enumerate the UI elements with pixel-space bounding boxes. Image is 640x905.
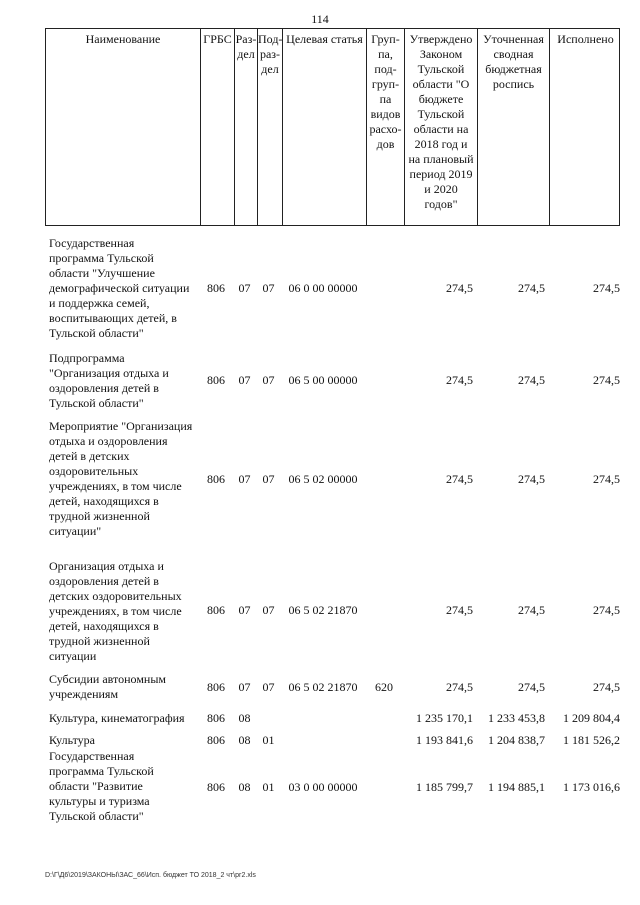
row-target: 06 5 02 21870 (288, 680, 358, 694)
row-name: Культура (49, 733, 95, 747)
row-podrazdel: 01 (262, 780, 275, 794)
row-name: Государственная программа Тульской области "Улучшение демографической ситуации и поддержка семей, воспитывающих детей, в Тульской области" (49, 236, 190, 340)
row-name: Субсидии автономным учреждениям (49, 672, 166, 701)
row-revised: 1 204 838,7 (488, 733, 545, 747)
row-grbs: 806 (207, 711, 225, 725)
row-grbs: 806 (207, 603, 225, 617)
row-approved: 274,5 (446, 281, 473, 295)
row-executed: 274,5 (593, 281, 620, 295)
row-revised: 274,5 (518, 472, 545, 486)
header-razdel: Раз- дел (234, 29, 257, 225)
row-name: Организация отдыха и оздоровления детей в детских оздоровительных учреждениях, в том числе детей, находящихся в трудной жизненной ситуации (49, 559, 182, 663)
row-approved: 1 235 170,1 (416, 711, 473, 725)
row-razdel: 07 (238, 281, 251, 295)
table-row (45, 236, 620, 344)
row-revised: 274,5 (518, 281, 545, 295)
row-group: 620 (375, 680, 393, 694)
header-target: Целевая статья (282, 29, 366, 225)
table-row (45, 749, 620, 825)
row-razdel: 07 (238, 680, 251, 694)
row-name: Мероприятие "Организация отдыха и оздоровления детей в детских оздоровительных учреждениях, в том числе детей, находящихся в трудной жизненной ситуации" (49, 419, 193, 538)
row-podrazdel: 07 (262, 281, 275, 295)
row-razdel: 07 (238, 472, 251, 486)
row-podrazdel: 07 (262, 472, 275, 486)
row-executed: 274,5 (593, 472, 620, 486)
table-row (45, 711, 620, 728)
row-approved: 1 185 799,7 (416, 780, 473, 794)
header-approved: Утверждено Законом Тульской области "О бюджете Тульской области на 2018 год и на плановый период 2019 и 2020 годов" (404, 29, 477, 225)
header-podrazdel: Под- раз- дел (257, 29, 282, 225)
header-grbs: ГРБС (200, 29, 234, 225)
row-approved: 274,5 (446, 680, 473, 694)
row-name: Подпрограмма "Организация отдыха и оздоровления детей в Тульской области" (49, 351, 169, 410)
row-name: Культура, кинематография (49, 711, 185, 725)
row-target: 06 5 02 00000 (288, 472, 358, 486)
header-name: Наименование (85, 32, 161, 46)
row-target: 06 0 00 00000 (288, 281, 358, 295)
row-approved: 274,5 (446, 603, 473, 617)
page-number: 114 (311, 12, 329, 26)
row-executed: 1 209 804,4 (563, 711, 620, 725)
table-row (45, 351, 620, 413)
row-executed: 1 173 016,6 (563, 780, 620, 794)
row-razdel: 07 (238, 603, 251, 617)
row-grbs: 806 (207, 472, 225, 486)
row-approved: 1 193 841,6 (416, 733, 473, 747)
row-revised: 1 194 885,1 (488, 780, 545, 794)
row-executed: 274,5 (593, 680, 620, 694)
row-name: Государственная программа Тульской области "Развитие культуры и туризма Тульской области" (49, 749, 154, 823)
row-grbs: 806 (207, 373, 225, 387)
row-razdel: 08 (238, 780, 251, 794)
table-row (45, 672, 620, 704)
row-approved: 274,5 (446, 472, 473, 486)
row-target: 06 5 02 21870 (288, 603, 358, 617)
row-executed: 1 181 526,2 (563, 733, 620, 747)
header-executed: Исполнено (549, 29, 621, 225)
row-podrazdel: 07 (262, 603, 275, 617)
row-target: 03 0 00 00000 (288, 780, 358, 794)
row-approved: 274,5 (446, 373, 473, 387)
row-razdel: 07 (238, 373, 251, 387)
row-razdel: 08 (238, 711, 251, 725)
row-executed: 274,5 (593, 603, 620, 617)
file-path-footer: D:\Г\Д6\2019\ЗАКОНЫ\ЗАС_66\Исп. бюджет ТО 2018_2 чт\рг2.xls (45, 872, 256, 879)
row-target: 06 5 00 00000 (288, 373, 358, 387)
header-revised: Уточненная сводная бюджетная роспись (477, 29, 549, 225)
row-podrazdel: 07 (262, 680, 275, 694)
row-grbs: 806 (207, 281, 225, 295)
table-header (45, 28, 620, 226)
row-executed: 274,5 (593, 373, 620, 387)
row-revised: 1 233 453,8 (488, 711, 545, 725)
table-row (45, 733, 620, 748)
row-grbs: 806 (207, 733, 225, 747)
row-razdel: 08 (238, 733, 251, 747)
table-row (45, 559, 620, 667)
row-podrazdel: 01 (262, 733, 275, 747)
row-grbs: 806 (207, 680, 225, 694)
row-grbs: 806 (207, 780, 225, 794)
row-revised: 274,5 (518, 373, 545, 387)
row-revised: 274,5 (518, 680, 545, 694)
row-podrazdel: 07 (262, 373, 275, 387)
table-row (45, 419, 620, 543)
row-revised: 274,5 (518, 603, 545, 617)
header-group: Груп- па, под- груп- па видов расхо- дов (366, 29, 404, 225)
